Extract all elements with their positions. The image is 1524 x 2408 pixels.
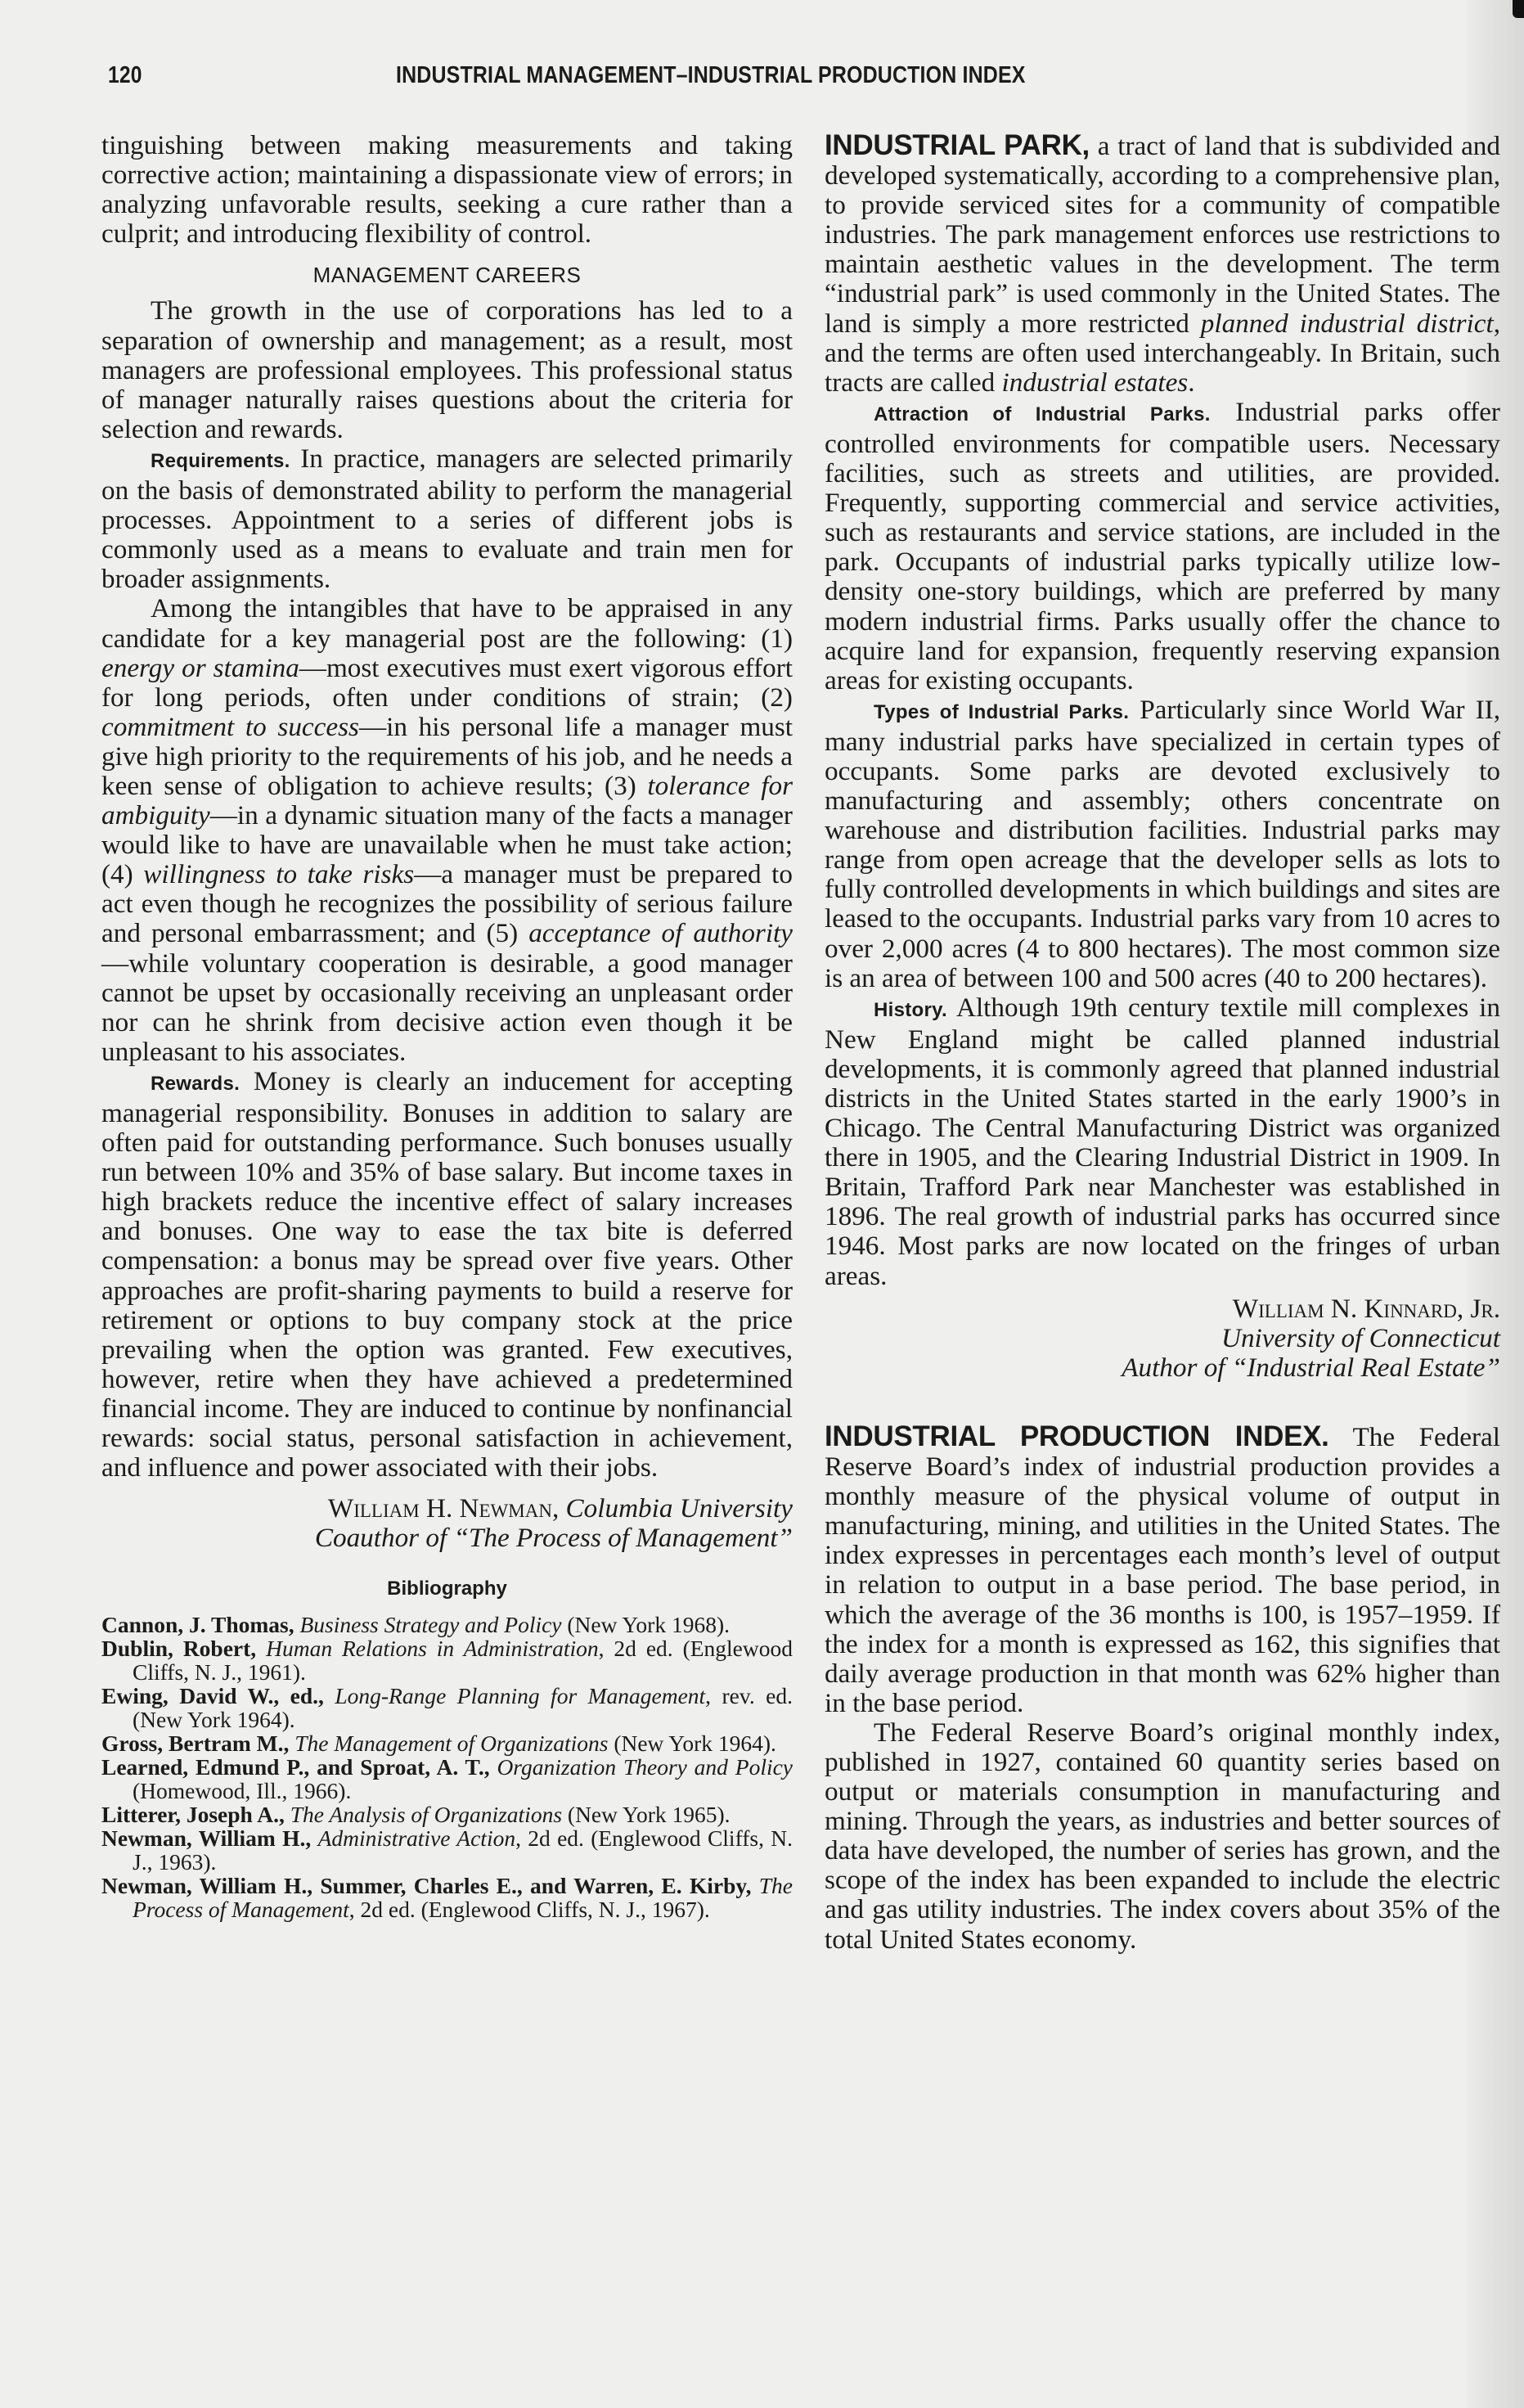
bibliography-title: Bibliography bbox=[387, 1578, 507, 1600]
right-column bbox=[825, 131, 1500, 1955]
bib-publication: , rev. ed. (New York 1964). bbox=[133, 1682, 793, 1732]
bib-publication: , 2d ed. (Englewood Cliffs, N. J., 1963). bbox=[133, 1825, 793, 1875]
history-paragraph bbox=[825, 993, 1500, 1291]
term-willingness-to-take-risks: willingness to take risks bbox=[143, 859, 415, 890]
term-tolerance-for-ambiguity: tolerance for ambiguity bbox=[101, 770, 793, 831]
attraction-text: Industrial parks offer controlled environments for compatible users. Necessary facilities, such as streets and utilities, are provided. Frequently, supporting commercial and service activities, such as restaurants and service stations, are included in the park. Occupants of industrial parks typically utilize low-density one-story buildings, which are preferred by many modern industrial firms. Parks usually offer the chance to acquire land for expansion, frequently reserving expansion areas for existing occupants. bbox=[825, 396, 1500, 695]
industrial-production-index-entry bbox=[825, 1422, 1500, 1718]
scan-corner-mark bbox=[1513, 0, 1524, 18]
section-title-management-careers: MANAGEMENT CAREERS bbox=[312, 263, 582, 288]
term-acceptance-of-authority: acceptance of authority bbox=[528, 918, 793, 949]
attraction-heading: Attraction of Industrial Parks. bbox=[874, 403, 1211, 425]
history-heading: History. bbox=[874, 998, 947, 1021]
bib-title: The Analysis of Organizations bbox=[290, 1801, 563, 1827]
bib-title: Business Strategy and Policy bbox=[299, 1611, 562, 1637]
bib-publication: , 2d ed. (Englewood Cliffs, N. J., 1967). bbox=[348, 1896, 710, 1922]
author-affiliation: Columbia University bbox=[565, 1493, 793, 1524]
requirements-heading: Requirements. bbox=[151, 449, 290, 472]
bib-title: Administrative Action bbox=[317, 1825, 516, 1851]
bib-publication: (New York 1965). bbox=[562, 1801, 731, 1827]
author-role: Coauthor of “The Process of Management” bbox=[314, 1523, 793, 1554]
bib-author: Dublin, Robert, bbox=[101, 1635, 257, 1661]
intangibles-text-5: —a manager must be prepared to act even though he recognizes the possibility of serious failure and personal embarrassment; and (5) bbox=[101, 859, 793, 949]
bib-title: Human Relations in Administration bbox=[266, 1635, 599, 1661]
bib-publication: (New York 1964). bbox=[608, 1730, 776, 1756]
bib-publication: (Homewood, Ill., 1966). bbox=[133, 1777, 352, 1803]
bibliography-entry bbox=[101, 1826, 793, 1874]
bib-author: Newman, William H., Summer, Charles E., and Warren, E. Kirby, bbox=[101, 1872, 752, 1898]
left-column bbox=[101, 131, 793, 1921]
types-heading: Types of Industrial Parks. bbox=[874, 700, 1130, 723]
intangibles-paragraph bbox=[101, 594, 793, 1067]
running-head-title: INDUSTRIAL MANAGEMENT–INDUSTRIAL PRODUCTION INDEX bbox=[396, 62, 1026, 88]
bib-author: Ewing, David W., ed., bbox=[101, 1682, 324, 1708]
author-byline-kinnard bbox=[825, 1294, 1500, 1383]
running-head bbox=[108, 59, 1221, 100]
bibliography-entry bbox=[101, 1755, 793, 1803]
term-commitment-to-success: commitment to success bbox=[101, 711, 359, 742]
term-industrial-estates: industrial estates bbox=[1001, 367, 1189, 398]
term-energy-or-stamina: energy or stamina bbox=[101, 652, 299, 683]
industrial-park-text-1: a tract of land that is subdivided and developed systematically, according to a comprehensive plan, to provide serviced sites for a community of compatible industries. The park management enforces use restrictions to maintain aesthetic values in the development. The term “industrial park” is used commonly in the United States. The land is simply a more restricted bbox=[825, 131, 1500, 339]
intangibles-text-2: —most executives must exert vigorous effort for long periods, often under conditions of strain; (2) bbox=[101, 652, 793, 713]
intangibles-text-1: Among the intangibles that have to be appraised in any candidate for a key managerial post are the following: (1) bbox=[101, 593, 793, 654]
careers-intro-paragraph: The growth in the use of corporations has led to a separation of ownership and management; as a result, most managers are professional employees. This professional status of manager naturally raises questions about the criteria for selection and rewards. bbox=[101, 295, 793, 444]
history-text: Although 19th century textile mill complexes in New England might be called planned industrial developments, it is commonly agreed that planned industrial districts in the United States started in the early 1900’s in Chicago. The Central Manufacturing District was organized there in 1905, and the Clearing Industrial District in 1909. In Britain, Trafford Park near Manchester was established in 1896. The real growth of industrial parks has occurred since 1946. Most parks are now located on the fringes of urban areas. bbox=[825, 992, 1500, 1291]
bib-author: Gross, Bertram M., bbox=[101, 1730, 290, 1756]
author-name: William H. Newman bbox=[327, 1493, 552, 1524]
term-planned-industrial-district: planned industrial district bbox=[1200, 308, 1494, 339]
production-index-history-paragraph: The Federal Reserve Board’s original monthly index, published in 1927, contained 60 quantity series based on output or materials consumption in manufacturing and mining. Through the years, as industries and better sources of data have developed, the number of series has grown, and the scope of the index has been expanded to include the electric and gas utility industries. The index covers about 35% of the total United States economy. bbox=[825, 1717, 1500, 1955]
rewards-paragraph bbox=[101, 1067, 793, 1483]
rewards-text: Money is clearly an inducement for accepting managerial responsibility. Bonuses in addition to salary are often paid for outstanding performance. Such bonuses usually run between 10% and 35% of base salary. But income taxes in high brackets reduce the incentive effect of salary increases and bonuses. One way to ease the tax bite is deferred compensation: a bonus may be spread over five years. Other approaches are profit-sharing payments to build a reserve for retirement or options to buy company stock at the price prevailing when the option was granted. Few executives, however, retire when they have achieved a predetermined financial income. They are induced to continue by nonfinancial rewards: social status, personal satisfaction in achievement, and influence and power associated with their jobs. bbox=[101, 1065, 793, 1483]
intangibles-text-6: —while voluntary cooperation is desirable, a good manager cannot be upset by occasionally receiving an unpleasant order nor can he shrink from decisive action even though it be unpleasant to his associates. bbox=[101, 947, 793, 1067]
entry-heading-industrial-park: INDUSTRIAL PARK, bbox=[825, 129, 1090, 161]
continued-paragraph: tinguishing between making measurements and taking corrective action; maintaining a dispassionate view of errors; in analyzing unfavorable results, seeking a cure rather than a culprit; and introducing flexibility of control. bbox=[101, 130, 793, 250]
bib-title: Organization Theory and Policy bbox=[497, 1753, 793, 1780]
bib-title: Long-Range Planning for Management bbox=[335, 1682, 706, 1708]
bibliography-entry bbox=[101, 1684, 793, 1731]
entry-heading-industrial-production-index: INDUSTRIAL PRODUCTION INDEX. bbox=[825, 1420, 1329, 1452]
author-byline-newman: William H. Newman, Columbia University Coauthor of “The Process of Management” bbox=[314, 1493, 793, 1554]
bibliography-entry bbox=[101, 1874, 793, 1921]
production-index-text: The Federal Reserve Board’s index of industrial production provides a monthly measure of the physical volume of output in manufacturing, mining, and utilities in the United States. The index expresses in percentages each month’s level of output in relation to output in a base period. The base period, in which the average of the 36 months is 100, is 1957–1959. If the index for a month is expressed as 162, this signifies that daily average production in that month was 62% higher than in the base period. bbox=[825, 1421, 1500, 1718]
bib-publication: (New York 1968). bbox=[561, 1611, 731, 1637]
bibliography-entry bbox=[101, 1803, 793, 1826]
bib-publication: , 2d ed. (Englewood Cliffs, N. J., 1961). bbox=[133, 1635, 793, 1685]
requirements-paragraph bbox=[101, 444, 793, 594]
author-affiliation: University of Connecticut bbox=[1221, 1322, 1500, 1353]
bib-author: Litterer, Joseph A., bbox=[101, 1801, 285, 1827]
types-text: Particularly since World War II, many industrial parks have specialized in certain types of occupants. Some parks are devoted exclusively to manufacturing and assembly; others concentrate on warehouse and distribution facilities. Industrial parks may range from open acreage that the developer sells as lots to fully controlled developments in which buildings and sites are leased to the occupants. Industrial parks vary from 10 acres to over 2,000 acres (4 to 800 hectares). The most common size is an area of between 100 and 500 acres (40 to 200 hectares). bbox=[825, 694, 1500, 993]
bibliography-entry bbox=[101, 1731, 793, 1755]
requirements-text: In practice, managers are selected primarily on the basis of demonstrated ability to perform the managerial processes. Appointment to a series of different jobs is commonly used as a means to evaluate and train men for broader assignments. bbox=[101, 443, 793, 595]
bib-author: Newman, William H., bbox=[101, 1825, 312, 1851]
industrial-park-entry bbox=[825, 131, 1500, 398]
intangibles-text-4: —in a dynamic situation many of the facts a manager would like to have are unavailable when he must take action; (4) bbox=[101, 800, 793, 890]
bibliography-entry bbox=[101, 1636, 793, 1684]
author-name: William N. Kinnard, Jr. bbox=[1232, 1293, 1500, 1324]
page-number: 120 bbox=[108, 62, 142, 88]
attraction-paragraph bbox=[825, 398, 1500, 695]
intangibles-text-3: —in his personal life a manager must give high priority to the requirements of his job, and he needs a keen sense of obligation to achieve results; (3) bbox=[101, 711, 793, 801]
author-role: Author of “Industrial Real Estate” bbox=[1122, 1352, 1500, 1383]
bibliography-entry bbox=[101, 1613, 793, 1636]
bib-title: The Process of Management bbox=[133, 1872, 793, 1922]
industrial-park-text-2: , and the terms are often used interchangeably. In Britain, such tracts are called bbox=[825, 308, 1500, 398]
bib-title: The Management of Organizations bbox=[294, 1730, 609, 1756]
bibliography-list bbox=[101, 1613, 793, 1921]
rewards-heading: Rewards. bbox=[151, 1072, 241, 1095]
types-paragraph bbox=[825, 695, 1500, 993]
industrial-park-text-3: . bbox=[1188, 367, 1195, 398]
bib-author: Cannon, J. Thomas, bbox=[101, 1611, 294, 1637]
bib-author: Learned, Edmund P., and Sproat, A. T., bbox=[101, 1753, 490, 1780]
